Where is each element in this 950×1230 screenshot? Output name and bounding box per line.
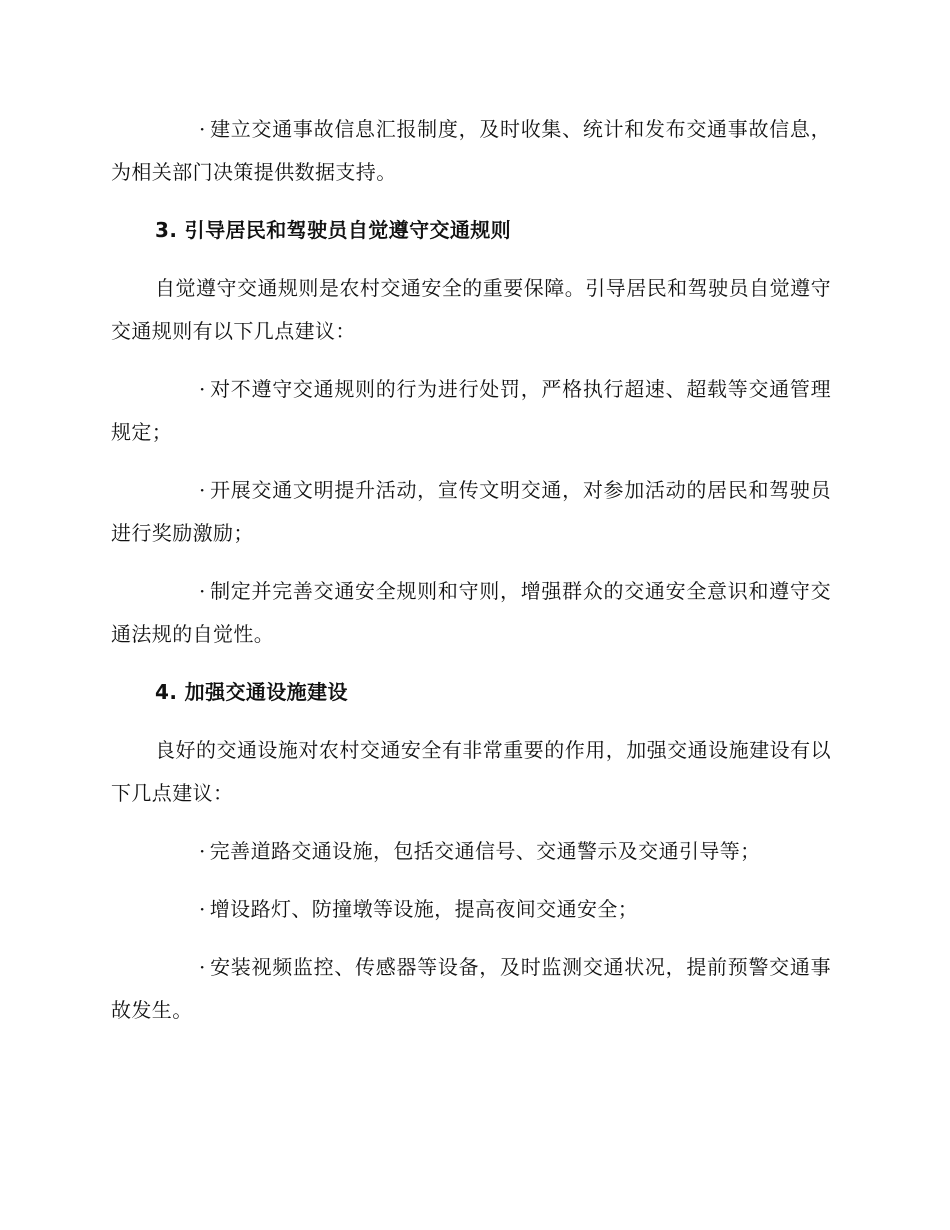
bullet-item	[111, 368, 831, 454]
bullet-text: 增设路灯、防撞墩等设施，提高夜间交通安全；	[209, 897, 639, 921]
bullet-marker: ·	[199, 478, 206, 502]
bullet-item	[111, 830, 831, 873]
bullet-text: 开展交通文明提升活动，宣传文明交通，对参加活动的居民和驾驶员进行奖励激励；	[111, 478, 831, 545]
bullet-marker: ·	[199, 955, 206, 979]
bullet-marker: ·	[199, 839, 206, 863]
bullet-item	[111, 570, 831, 656]
section-heading: 4. 加强交通设施建设	[155, 680, 348, 704]
bullet-text: 安装视频监控、传感器等设备，及时监测交通状况，提前预警交通事故发生。	[111, 955, 831, 1022]
bullet-text: 完善道路交通设施，包括交通信号、交通警示及交通引导等；	[209, 839, 761, 863]
bullet-text: 对不遵守交通规则的行为进行处罚，严格执行超速、超载等交通管理规定；	[111, 377, 831, 444]
bullet-marker: ·	[199, 117, 206, 141]
bullet-text: 制定并完善交通安全规则和守则，增强群众的交通安全意识和遵守交通法规的自觉性。	[111, 579, 831, 646]
body-paragraph: 自觉遵守交通规则是农村交通安全的重要保障。引导居民和驾驶员自觉遵守交通规则有以下几点建议：	[111, 276, 831, 343]
bullet-item	[111, 108, 831, 194]
section-heading: 3. 引导居民和驾驶员自觉遵守交通规则	[155, 218, 512, 242]
bullet-item	[111, 469, 831, 555]
bullet-marker: ·	[199, 897, 206, 921]
bullet-item	[111, 888, 831, 931]
document-body	[111, 108, 831, 1047]
bullet-marker: ·	[199, 579, 206, 603]
bullet-marker: ·	[199, 377, 206, 401]
bullet-item	[111, 946, 831, 1032]
body-paragraph: 良好的交通设施对农村交通安全有非常重要的作用，加强交通设施建设有以下几点建议：	[111, 738, 831, 805]
bullet-text: 建立交通事故信息汇报制度，及时收集、统计和发布交通事故信息，为相关部门决策提供数据支持。	[111, 117, 831, 184]
